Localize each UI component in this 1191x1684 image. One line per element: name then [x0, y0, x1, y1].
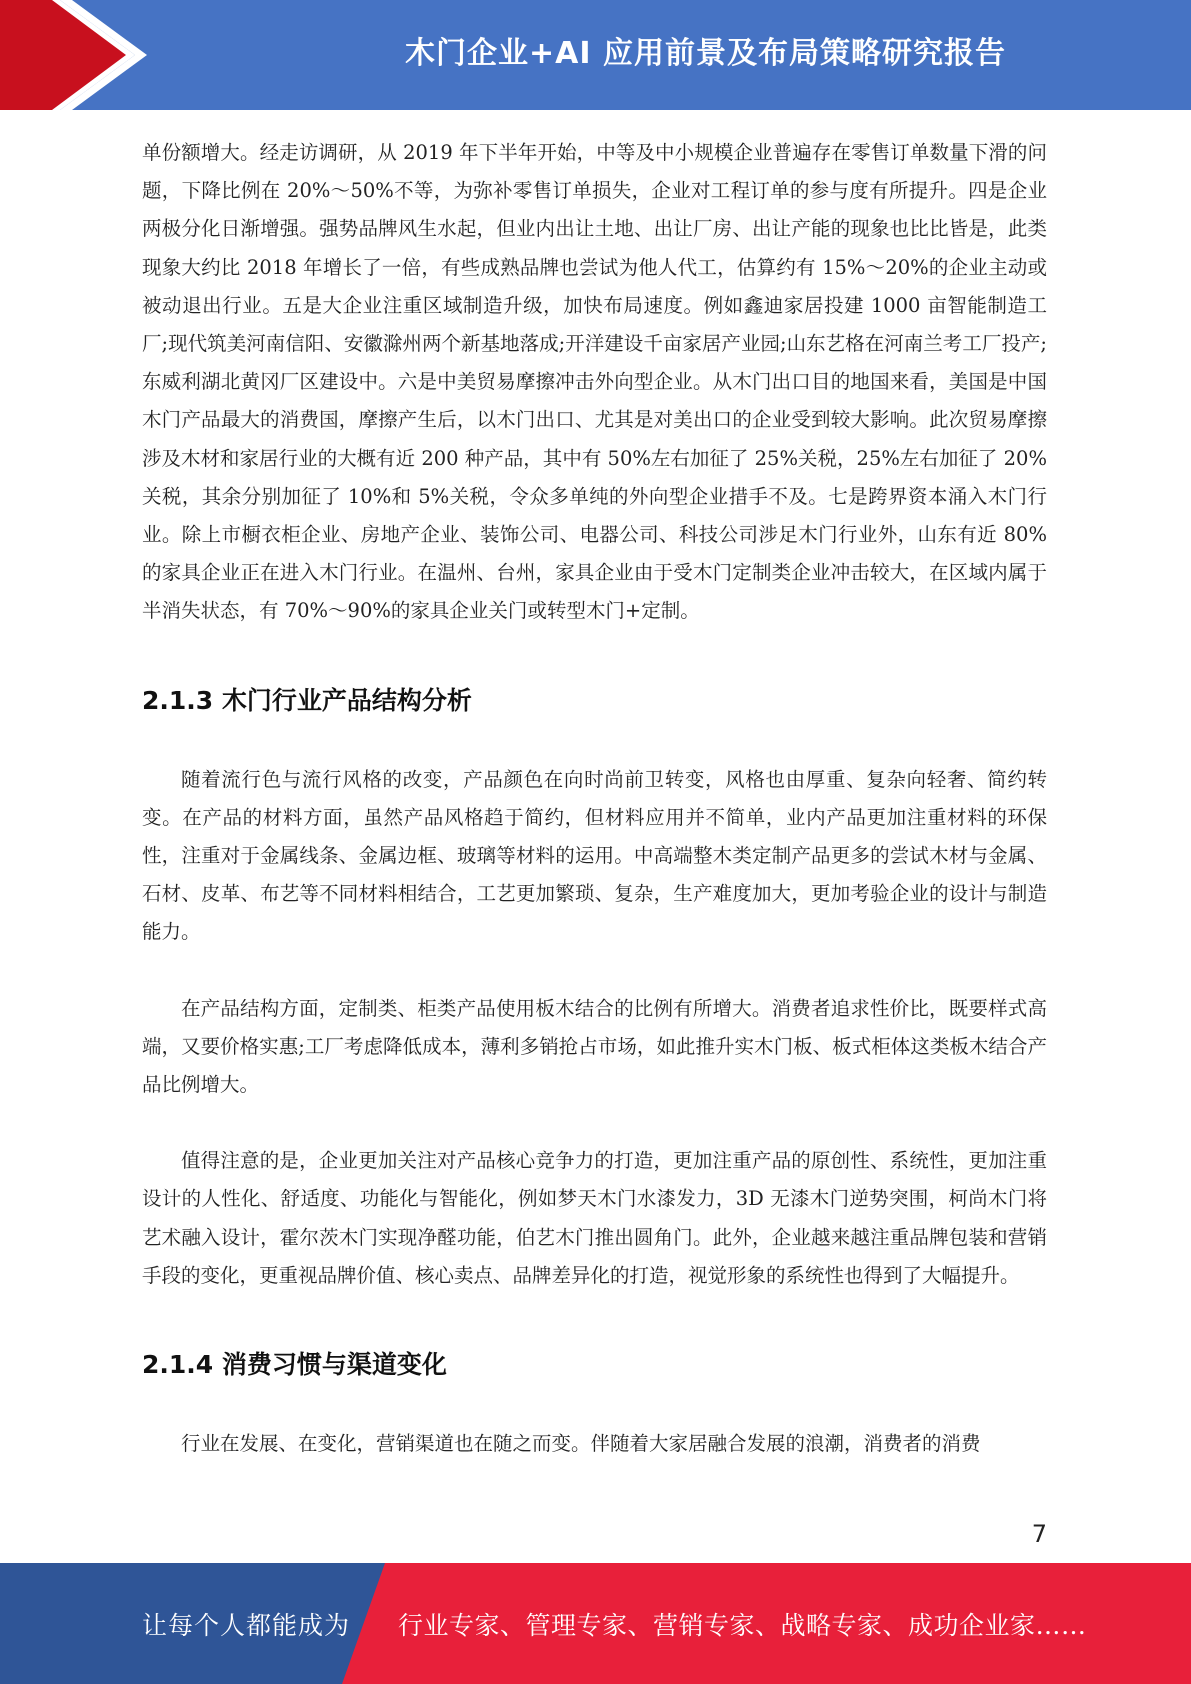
footer-bar	[0, 1563, 1191, 1684]
paragraph-core-competitiveness: 值得注意的是，企业更加关注对产品核心竞争力的打造，更加注重产品的原创性、系统性，更加注重设计的人性化、舒适度、功能化与智能化，例如梦天木门水漆发力，3D 无漆木门逆势突围，柯尚木门将艺术融入设计，霍尔茨木门实现净醛功能，伯艺木门推出圆角门。此外，企业越来越注重品牌包装和营销手段的变化，更重视品牌价值、核心卖点、品牌差异化的打造，视觉形象的系统性也得到了大幅提升。	[142, 1149, 1047, 1287]
paragraph-product-structure: 在产品结构方面，定制类、柜类产品使用板木结合的比例有所增大。消费者追求性价比，既要样式高端，又要价格实惠;工厂考虑降低成本，薄利多销抢占市场，如此推升实木门板、板式柜体这类板木结合产品比例增大。	[142, 996, 1047, 1097]
document-body	[142, 134, 1047, 1463]
section-title-2-1-3: 2.1.3 木门行业产品结构分析	[142, 685, 472, 715]
header-bar	[0, 0, 1191, 110]
paragraph-intro: 单份额增大。经走访调研，从 2019 年下半年开始，中等及中小规模企业普遍存在零售订单数量下滑的问题，下降比例在 20%～50%不等，为弥补零售订单损失，企业对工程订单的参与度有所提升。四是企业两极分化日渐增强。强势品牌风生水起，但业内出让土地、出让厂房、出让产能的现象也比比皆是，此类现象大约比 2018 年增长了一倍，有些成熟品牌也尝试为他人代工，估算约有 15%～20%的企业主动或被动退出行业。五是大企业注重区域制造升级，加快布局速度。例如鑫迪家居投建 1000 亩智能制造工厂;现代筑美河南信阳、安徽滁州两个新基地落成;开洋建设千亩家居产业园;山东艺格在河南兰考工厂投产;东威利湖北黄冈厂区建设中。六是中美贸易摩擦冲击外向型企业。从木门出口目的地国来看，美国是中国木门产品最大的消费国，摩擦产生后，以木门出口、尤其是对美出口的企业受到较大影响。此次贸易摩擦涉及木材和家居行业的大概有近 200 种产品，其中有 50%左右加征了 25%关税，25%左右加征了 20%关税，其余分别加征了 10%和 5%关税，令众多单纯的外向型企业措手不及。七是跨界资本涌入木门行业。除上市橱衣柜企业、房地产企业、装饰公司、电器公司、科技公司涉足木门行业外，山东有近 80%的家具企业正在进入木门行业。在温州、台州，家具企业由于受木门定制类企业冲击较大，在区域内属于半消失状态，有 70%～90%的家具企业关门或转型木门+定制。	[142, 141, 1047, 623]
report-title: 木门企业+AI 应用前景及布局策略研究报告	[405, 36, 1006, 71]
paragraph-product-materials: 随着流行色与流行风格的改变，产品颜色在向时尚前卫转变，风格也由厚重、复杂向轻奢、简约转变。在产品的材料方面，虽然产品风格趋于简约，但材料应用并不简单，业内产品更加注重材料的环保性，注重对于金属线条、金属边框、玻璃等材料的运用。中高端整木类定制产品更多的尝试木材与金属、石材、皮革、布艺等不同材料相结合，工艺更加繁琐、复杂，生产难度加大，更加考验企业的设计与制造能力。	[142, 767, 1047, 944]
paragraph-consumption-channels: 行业在发展、在变化，营销渠道也在随之而变。伴随着大家居融合发展的浪潮，消费者的消费	[181, 1432, 981, 1456]
page-number: 7	[1031, 1520, 1047, 1548]
section-title-2-1-4: 2.1.4 消费习惯与渠道变化	[142, 1350, 447, 1380]
footer-slogan-left: 让每个人都能成为	[142, 1610, 351, 1640]
footer-slogan-right: 行业专家、管理专家、营销专家、战略专家、成功企业家……	[398, 1610, 1087, 1640]
header-red-arrow	[0, 0, 152, 110]
